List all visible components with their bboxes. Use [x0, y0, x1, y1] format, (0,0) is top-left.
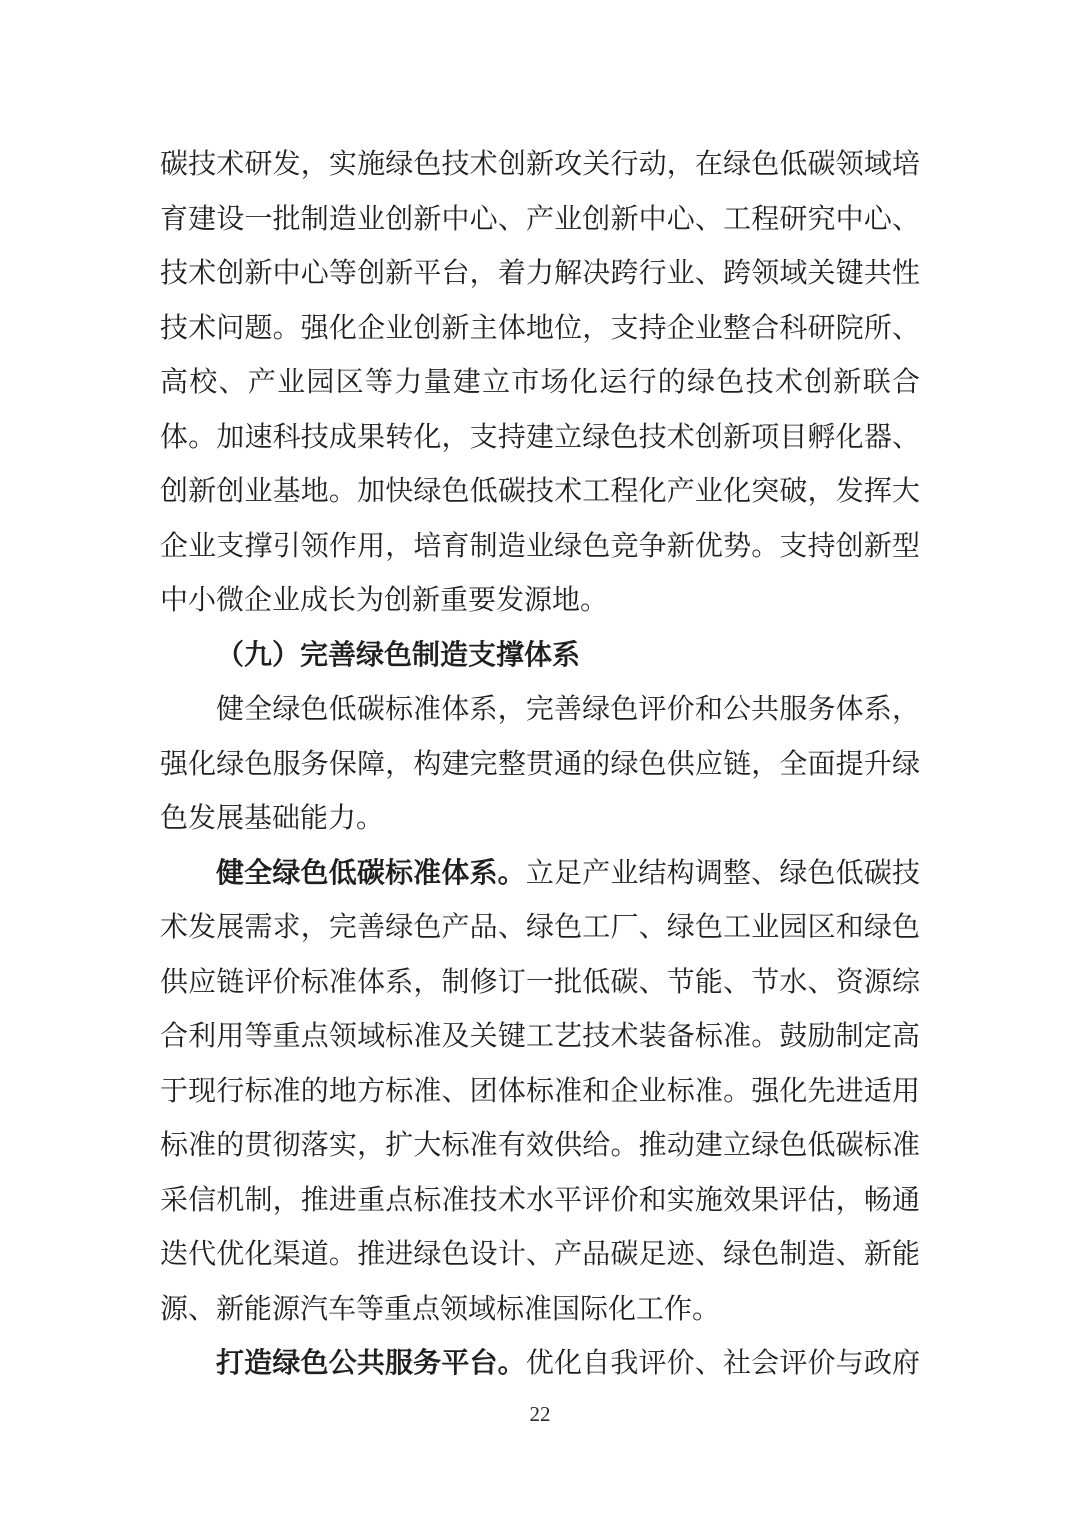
body-text: 标准的贯彻落实，扩大标准有效供给。推动建立绿色低碳标准: [160, 1130, 920, 1161]
text-line: [160, 193, 920, 248]
text-line: [160, 356, 920, 411]
body-text: 强化绿色服务保障，构建完整贯通的绿色供应链，全面提升绿: [160, 748, 920, 780]
body-text: 育建设一批制造业创新中心、产业创新中心、工程研究中心、: [160, 203, 920, 235]
body-text: 创新创业基地。加快绿色低碳技术工程化产业化突破，发挥大: [160, 476, 920, 507]
body-text: 企业支撑引领作用，培育制造业绿色竞争新优势。支持创新型: [160, 530, 920, 562]
text-line: [160, 901, 920, 956]
text-line: [160, 956, 920, 1011]
body-text: 健全绿色低碳标准体系，完善绿色评价和公共服务体系，: [216, 694, 920, 725]
text-line: [160, 520, 920, 575]
body-text: 体。加速科技成果转化，支持建立绿色技术创新项目孵化器、: [160, 421, 920, 453]
text-line: [160, 738, 920, 793]
body-text: 合利用等重点领域标准及关键工艺技术装备标准。鼓励制定高: [160, 1021, 920, 1052]
text-line: [160, 1010, 920, 1065]
text-line: [160, 1174, 920, 1229]
bold-text: （九）完善绿色制造支撑体系: [216, 639, 581, 671]
text-line: [160, 1283, 920, 1338]
body-text: 技术问题。强化企业创新主体地位，支持企业整合科研院所、: [160, 312, 920, 344]
text-line: [160, 629, 920, 684]
page-number: 22: [529, 1402, 551, 1426]
text-line: [160, 574, 920, 629]
text-line: [160, 792, 920, 847]
body-text: 立足产业结构调整、绿色低碳技: [525, 857, 920, 889]
text-line: [160, 247, 920, 302]
bold-text: 打造绿色公共服务平台。: [216, 1348, 526, 1379]
body-text: 高校、产业园区等力量建立市场化运行的绿色技术创新联合: [160, 367, 920, 398]
body-text: 碳技术研发，实施绿色技术创新攻关行动，在绿色低碳领域培: [160, 149, 920, 180]
text-line: [160, 302, 920, 357]
body-text: 于现行标准的地方标准、团体标准和企业标准。强化先进适用: [160, 1075, 920, 1107]
text-line: [160, 1337, 920, 1392]
body-text: 中小微企业成长为创新重要发源地。: [160, 585, 609, 616]
text-line: [160, 1065, 920, 1120]
text-line: [160, 465, 920, 520]
text-line: [160, 683, 920, 738]
body-text: 色发展基础能力。: [160, 803, 385, 834]
body-text: 采信机制，推进重点标准技术水平评价和实施效果评估，畅通: [160, 1184, 920, 1216]
body-text: 源、新能源汽车等重点领域标准国际化工作。: [160, 1293, 721, 1325]
text-line: [160, 1119, 920, 1174]
text-line: [160, 1228, 920, 1283]
bold-text: 健全绿色低碳标准体系。: [216, 857, 526, 889]
body-text: 技术创新中心等创新平台，着力解决跨行业、跨领域关键共性: [160, 258, 920, 289]
document-body: [160, 138, 920, 1392]
body-text: 术发展需求，完善绿色产品、绿色工厂、绿色工业园区和绿色: [160, 912, 920, 943]
body-text: 供应链评价标准体系，制修订一批低碳、节能、节水、资源综: [160, 966, 920, 998]
body-text: 优化自我评价、社会评价与政府: [525, 1348, 920, 1379]
text-line: [160, 411, 920, 466]
text-line: [160, 847, 920, 902]
body-text: 迭代优化渠道。推进绿色设计、产品碳足迹、绿色制造、新能: [160, 1239, 920, 1270]
text-line: [160, 138, 920, 193]
